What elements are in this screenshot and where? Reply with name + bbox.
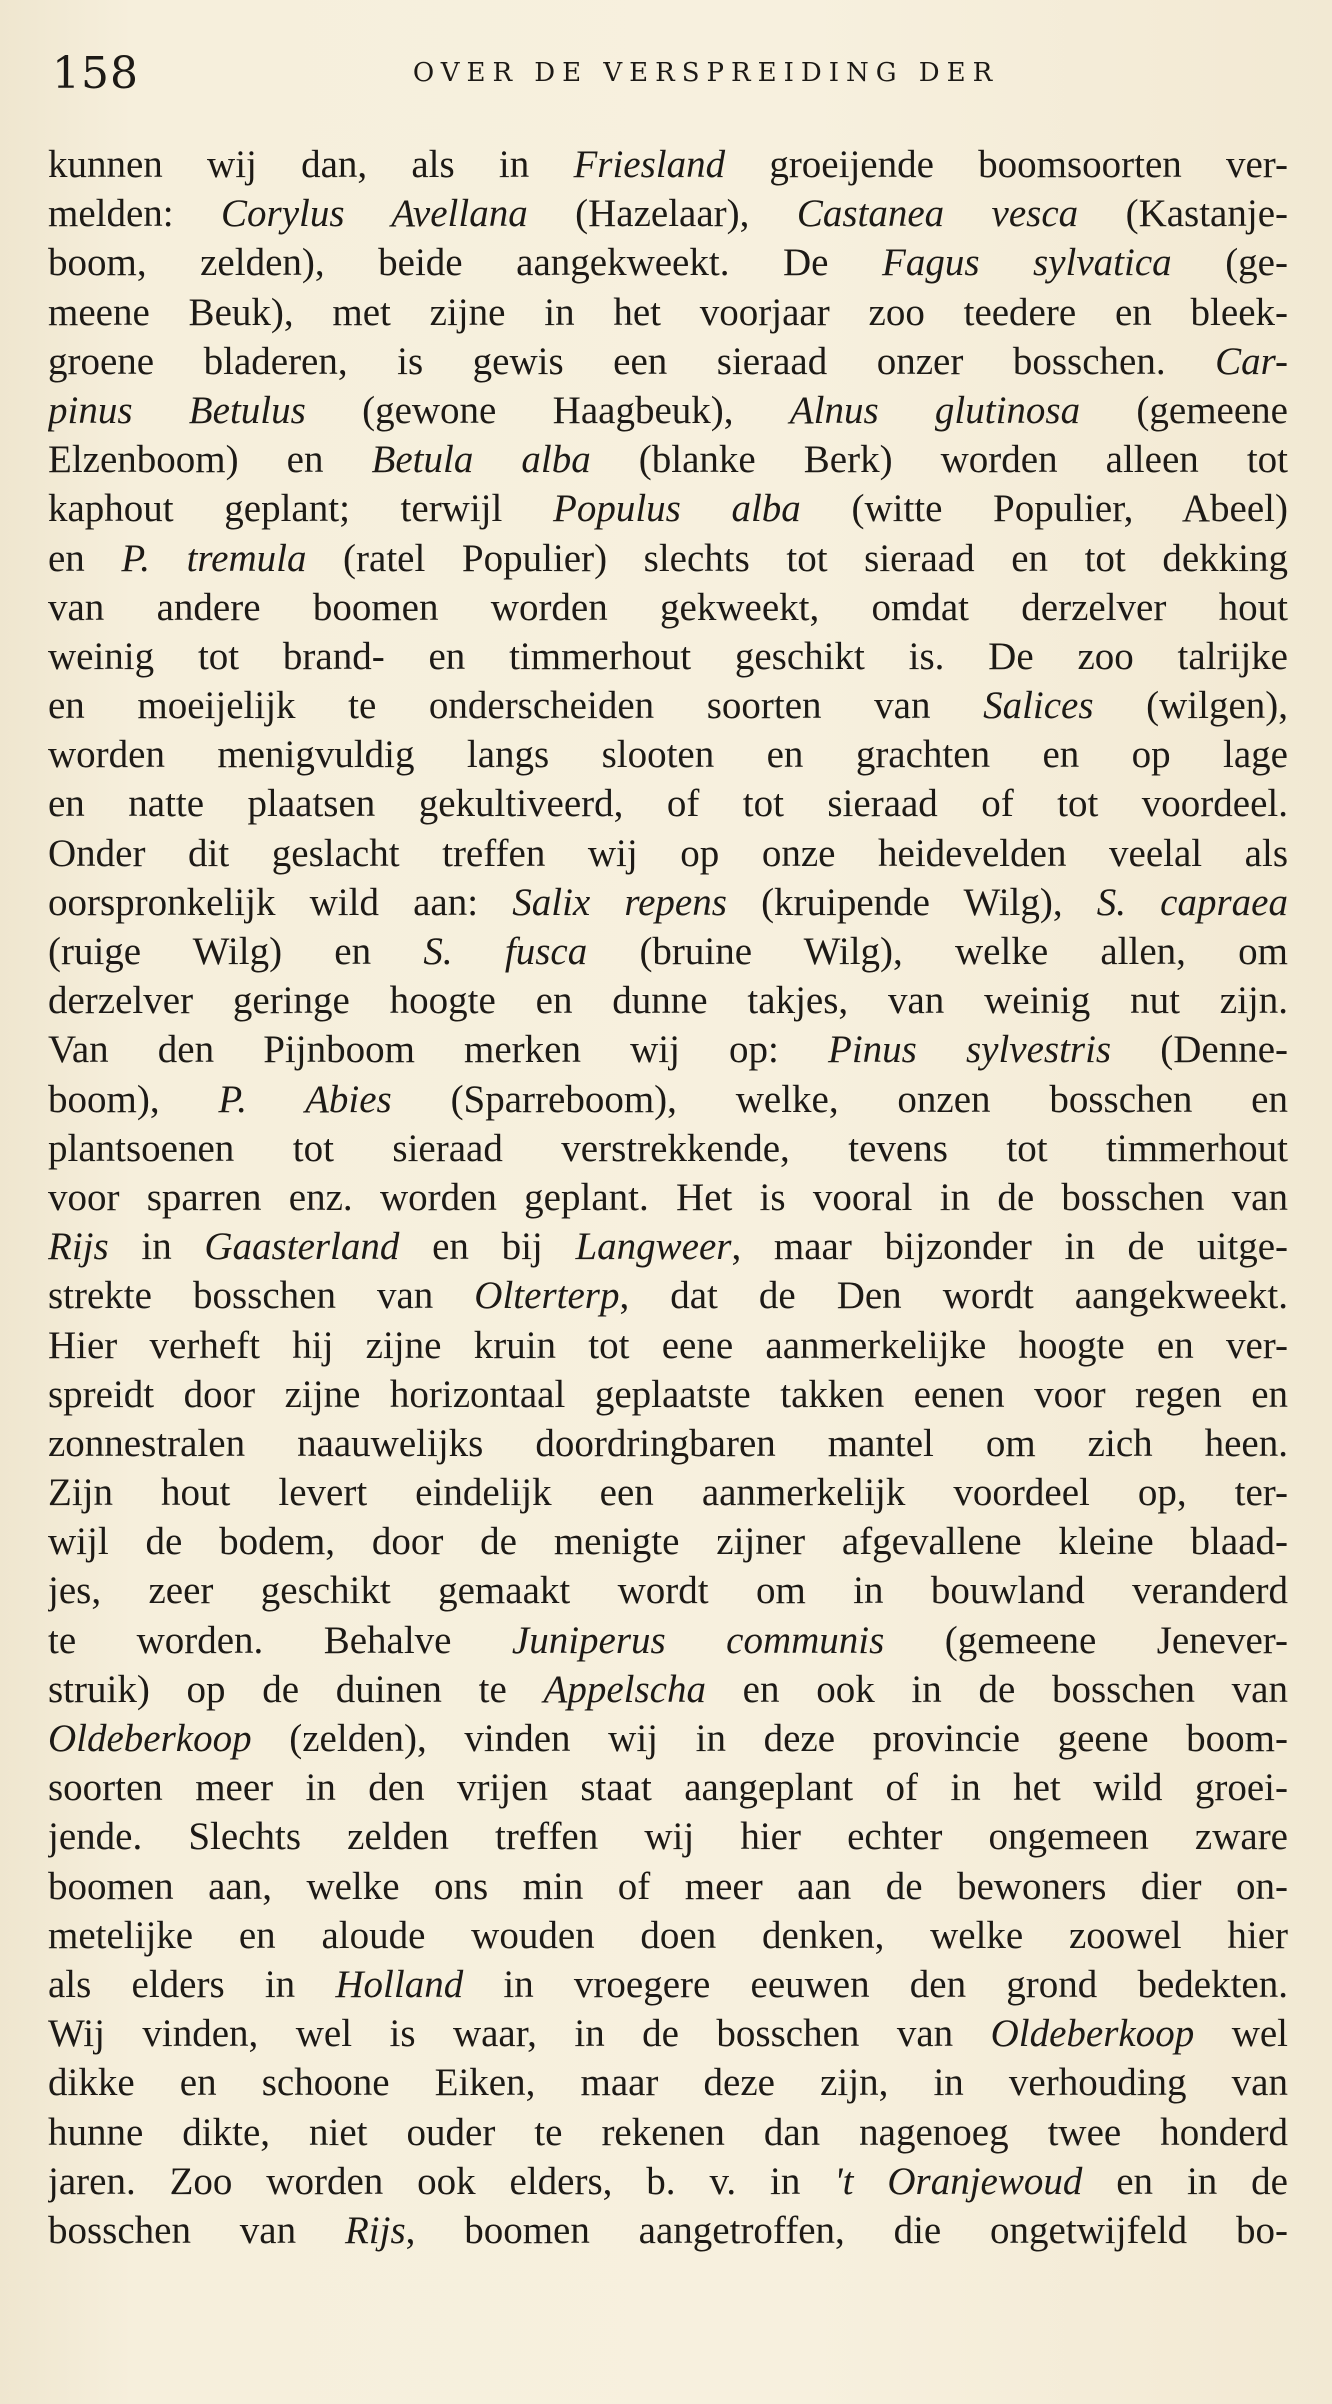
text-line	[48, 1616, 1288, 1665]
text-run: Onder dit geslacht treffen wij op onze heidevelden veelal als	[48, 831, 1288, 875]
italic-term: Holland	[335, 1962, 464, 2006]
text-run: zonnestralen naauwelijks doordringbaren mantel om zich heen.	[48, 1421, 1288, 1465]
text-line	[48, 583, 1288, 632]
text-run: boom, zelden), beide aangekweekt. De	[48, 241, 882, 285]
text-run: derzelver geringe hoogte en dunne takjes, van weinig nut zijn.	[48, 979, 1288, 1023]
italic-term: Populus alba	[553, 487, 801, 531]
text-line	[48, 1862, 1288, 1911]
italic-term: Rijs	[344, 2208, 406, 2252]
text-run: en natte plaatsen gekultiveerd, of tot sieraad of tot voordeel.	[48, 782, 1288, 826]
italic-term: pinus Betulus	[48, 388, 306, 432]
text-run: groene bladeren, is gewis een sieraad onzer bosschen.	[48, 339, 1216, 383]
text-run: Elzenboom) en	[48, 438, 372, 482]
italic-term: Friesland	[573, 143, 726, 186]
text-run: strekte bosschen van	[48, 1274, 475, 1318]
text-run: (wilgen),	[1093, 684, 1288, 728]
text-run: wijl de bodem, door de menigte zijner afgevallene kleine blaad-	[48, 1520, 1288, 1564]
text-line	[48, 337, 1288, 386]
text-run: (blanke Berk) worden alleen tot	[590, 438, 1288, 482]
text-line	[48, 1517, 1288, 1566]
text-line	[48, 927, 1288, 976]
italic-term: Oldeberkoop	[48, 1717, 252, 1760]
text-run: kunnen wij dan, als in	[48, 143, 574, 186]
text-line	[48, 238, 1288, 287]
text-line	[48, 435, 1288, 484]
text-line	[48, 484, 1288, 533]
text-line	[48, 2157, 1288, 2206]
italic-term: S. capraea	[1096, 880, 1288, 924]
text-run: te worden. Behalve	[48, 1618, 512, 1662]
text-run: jaren. Zoo worden ook elders, b. v. in	[48, 2159, 835, 2203]
italic-term: Fagus sylvatica	[882, 241, 1172, 285]
text-run: (bruine Wilg), welke allen, om	[587, 930, 1288, 973]
text-line	[48, 534, 1288, 583]
text-line	[48, 140, 1288, 189]
page-header	[52, 48, 1280, 108]
italic-term: P. tremula	[121, 536, 307, 580]
text-run: meene Beuk), met zijne in het voorjaar zoo teedere en bleek-	[48, 290, 1288, 334]
text-run: , boomen aangetroffen, die ongetwijfeld bo-	[405, 2208, 1288, 2252]
text-run: Hier verheft hij zijne kruin tot eene aanmerkelijke hoogte en ver-	[48, 1323, 1288, 1367]
text-run: struik) op de duinen te	[48, 1667, 544, 1711]
text-line	[48, 2009, 1288, 2058]
italic-term: Salices	[983, 684, 1094, 728]
text-run: worden menigvuldig langs slooten en grachten en op lage	[48, 733, 1288, 777]
italic-term: Oldeberkoop	[990, 2012, 1195, 2056]
text-run: (Denne-	[1111, 1028, 1288, 1072]
text-line	[48, 1911, 1288, 1960]
text-run: (gemeene	[1080, 388, 1288, 432]
italic-term: Gaasterland	[204, 1225, 400, 1269]
text-run: (ruige Wilg) en	[48, 930, 424, 973]
text-run: hunne dikte, niet ouder te rekenen dan nagenoeg twee honderd	[48, 2110, 1288, 2154]
text-run: oorspronkelijk wild aan:	[48, 880, 513, 924]
text-run: (kruipende Wilg),	[726, 880, 1097, 924]
text-line	[48, 1763, 1288, 1812]
text-run: dikke en schoone Eiken, maar deze zijn, in verhouding van	[48, 2061, 1288, 2105]
text-line	[48, 1812, 1288, 1861]
italic-term: P. Abies	[218, 1077, 392, 1121]
text-line	[48, 1714, 1288, 1763]
text-line	[48, 1468, 1288, 1517]
text-line	[48, 2108, 1288, 2157]
text-line	[48, 878, 1288, 927]
text-run: , dat de Den wordt aangekweekt.	[619, 1274, 1288, 1318]
text-run: voor sparren enz. worden geplant. Het is vooral in de bosschen van	[48, 1175, 1288, 1219]
text-run: en bij	[399, 1225, 576, 1269]
text-run: weinig tot brand- en timmerhout geschikt is. De zoo talrijke	[48, 634, 1288, 678]
text-run: jes, zeer geschikt gemaakt wordt om in bouwland veranderd	[48, 1569, 1288, 1613]
text-run: metelijke en aloude wouden doen denken, welke zoowel hier	[48, 1913, 1288, 1957]
italic-term: Olterterp	[474, 1274, 620, 1318]
text-line	[48, 189, 1288, 238]
text-line	[48, 288, 1288, 337]
italic-term: Salix repens	[512, 880, 727, 924]
text-line	[48, 1124, 1288, 1173]
text-run: (ratel Populier) slechts tot sieraad en tot dekking	[306, 536, 1288, 580]
text-run: (zelden), vinden wij in deze provincie geene boom-	[251, 1717, 1288, 1760]
text-line	[48, 1419, 1288, 1468]
italic-term: Rijs	[48, 1225, 109, 1269]
text-run: en	[48, 536, 122, 580]
text-line	[48, 1960, 1288, 2009]
text-run: boom),	[48, 1077, 219, 1121]
italic-term: S. fusca	[423, 930, 588, 973]
text-run: melden:	[48, 192, 222, 236]
text-run: en ook in de bosschen van	[705, 1667, 1288, 1711]
text-run: spreidt door zijne horizontaal geplaatste takken eenen voor regen en	[48, 1372, 1288, 1416]
text-run: , maar bijzonder in de uitge-	[731, 1225, 1288, 1269]
text-run: boomen aan, welke ons min of meer aan de bewoners dier on-	[48, 1864, 1288, 1908]
text-run: bosschen van	[48, 2208, 345, 2252]
text-run: soorten meer in den vrijen staat aangeplant of in het wild groei-	[48, 1766, 1288, 1810]
text-line	[48, 386, 1288, 435]
italic-term: Car-	[1215, 339, 1288, 383]
text-run: (Kastanje-	[1078, 192, 1288, 236]
text-run: (gemeene Jenever-	[884, 1618, 1288, 1662]
text-run: kaphout geplant; terwijl	[48, 487, 553, 531]
text-line	[48, 1075, 1288, 1124]
text-run: Van den Pijnboom merken wij op:	[48, 1028, 828, 1072]
text-line	[48, 779, 1288, 828]
text-run: in vroegere eeuwen den grond bedekten.	[463, 1962, 1288, 2006]
text-run: (Hazelaar),	[527, 192, 797, 236]
text-line	[48, 2206, 1288, 2255]
text-run: als elders in	[48, 1962, 336, 2006]
italic-term: Juniperus communis	[511, 1618, 885, 1662]
text-line	[48, 681, 1288, 730]
text-line	[48, 2058, 1288, 2107]
italic-term: Betula alba	[371, 438, 591, 482]
italic-term: Langweer	[575, 1225, 732, 1269]
text-line	[48, 976, 1288, 1025]
text-line	[48, 730, 1288, 779]
text-run: (ge-	[1171, 241, 1288, 285]
text-run: (gewone Haagbeuk),	[305, 388, 790, 432]
italic-term: Corylus Avellana	[221, 192, 528, 236]
text-run: in	[108, 1225, 205, 1269]
text-line	[48, 1370, 1288, 1419]
italic-term: Alnus glutinosa	[789, 388, 1081, 432]
text-line	[48, 632, 1288, 681]
text-run: van andere boomen worden gekweekt, omdat derzelver hout	[48, 585, 1288, 629]
text-line	[48, 1173, 1288, 1222]
italic-term: 't Oranjewoud	[834, 2159, 1083, 2203]
text-line	[48, 829, 1288, 878]
italic-term: Pinus sylvestris	[828, 1028, 1112, 1072]
text-run: plantsoenen tot sieraad verstrekkende, tevens tot timmerhout	[48, 1126, 1288, 1170]
text-run: groeijende boomsoorten ver-	[725, 143, 1288, 186]
text-run: en in de	[1082, 2159, 1288, 2203]
text-run: Wij vinden, wel is waar, in de bosschen van	[48, 2012, 991, 2056]
text-line	[48, 1665, 1288, 1714]
text-line	[48, 1025, 1288, 1074]
text-run: jende. Slechts zelden treffen wij hier echter ongemeen zware	[48, 1815, 1288, 1859]
page-number: 158	[52, 48, 139, 99]
text-line	[48, 1271, 1288, 1320]
text-line	[48, 1321, 1288, 1370]
italic-term: Appelscha	[543, 1667, 706, 1711]
text-run: (witte Populier, Abeel)	[800, 487, 1288, 531]
text-run: (Sparreboom), welke, onzen bosschen en	[391, 1077, 1288, 1121]
running-title: OVER DE VERSPREIDING DER	[412, 58, 1000, 88]
text-run: wel	[1194, 2012, 1288, 2056]
text-line	[48, 1566, 1288, 1615]
body-text	[48, 140, 1288, 2255]
text-run: Zijn hout levert eindelijk een aanmerkelijk voordeel op, ter-	[48, 1471, 1288, 1515]
text-line	[48, 1222, 1288, 1271]
italic-term: Castanea vesca	[796, 192, 1079, 236]
text-run: en moeijelijk te onderscheiden soorten van	[48, 684, 984, 728]
